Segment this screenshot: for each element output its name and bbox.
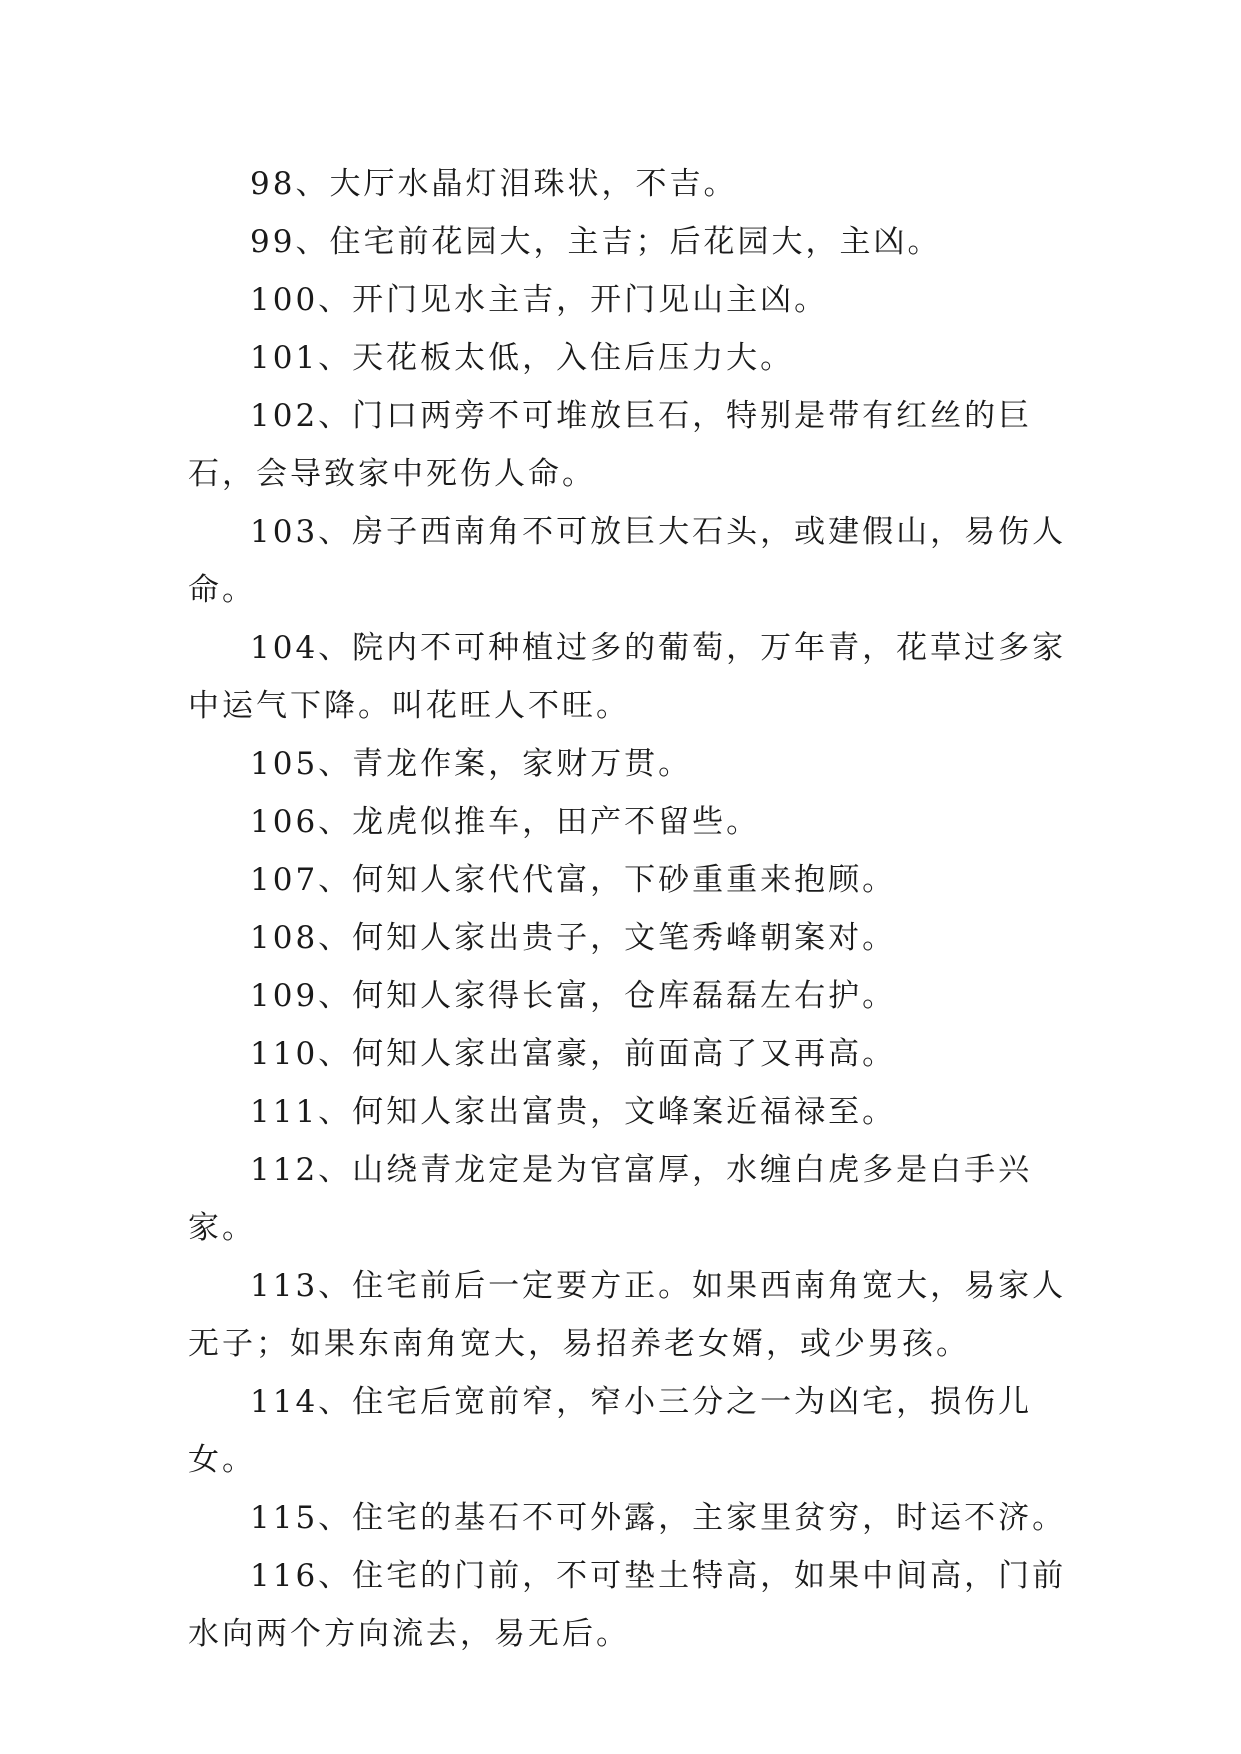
paragraph-110: 110、何知人家出富豪，前面高了又再高。	[250, 1036, 897, 1072]
paragraph-102: 102、门口两旁不可堆放巨石，特别是带有红丝的巨石，会导致家中死伤人命。	[188, 398, 1033, 492]
paragraph-105: 105、青龙作案，家财万贯。	[250, 746, 693, 782]
paragraph-108: 108、何知人家出贵子，文笔秀峰朝案对。	[250, 920, 897, 956]
paragraph-104: 104、院内不可种植过多的葡萄，万年青，花草过多家中运气下降。叫花旺人不旺。	[188, 630, 1067, 724]
paragraph-111: 111、何知人家出富贵，文峰案近福禄至。	[250, 1094, 897, 1130]
paragraph-103: 103、房子西南角不可放巨大石头，或建假山，易伤人命。	[188, 514, 1067, 608]
paragraph-116: 116、住宅的门前，不可垫土特高，如果中间高，门前水向两个方向流去，易无后。	[188, 1558, 1067, 1652]
document-body	[188, 155, 1068, 1663]
paragraph-106: 106、龙虎似推车，田产不留些。	[250, 804, 761, 840]
paragraph-114: 114、住宅后宽前窄，窄小三分之一为凶宅，损伤儿女。	[188, 1384, 1033, 1478]
paragraph-115: 115、住宅的基石不可外露，主家里贫穷，时运不济。	[250, 1500, 1067, 1536]
paragraph-113: 113、住宅前后一定要方正。如果西南角宽大，易家人无子；如果东南角宽大，易招养老女婿，或少男孩。	[188, 1268, 1067, 1362]
paragraph-100: 100、开门见水主吉，开门见山主凶。	[250, 282, 829, 318]
paragraph-107: 107、何知人家代代富，下砂重重来抱顾。	[250, 862, 897, 898]
paragraph-109: 109、何知人家得长富，仓库磊磊左右护。	[250, 978, 897, 1014]
paragraph-101: 101、天花板太低，入住后压力大。	[250, 340, 795, 376]
paragraph-98: 98、大厅水晶灯泪珠状，不吉。	[250, 166, 738, 202]
paragraph-99: 99、住宅前花园大，主吉；后花园大，主凶。	[250, 224, 942, 260]
paragraph-112: 112、山绕青龙定是为官富厚，水缠白虎多是白手兴家。	[188, 1152, 1033, 1246]
